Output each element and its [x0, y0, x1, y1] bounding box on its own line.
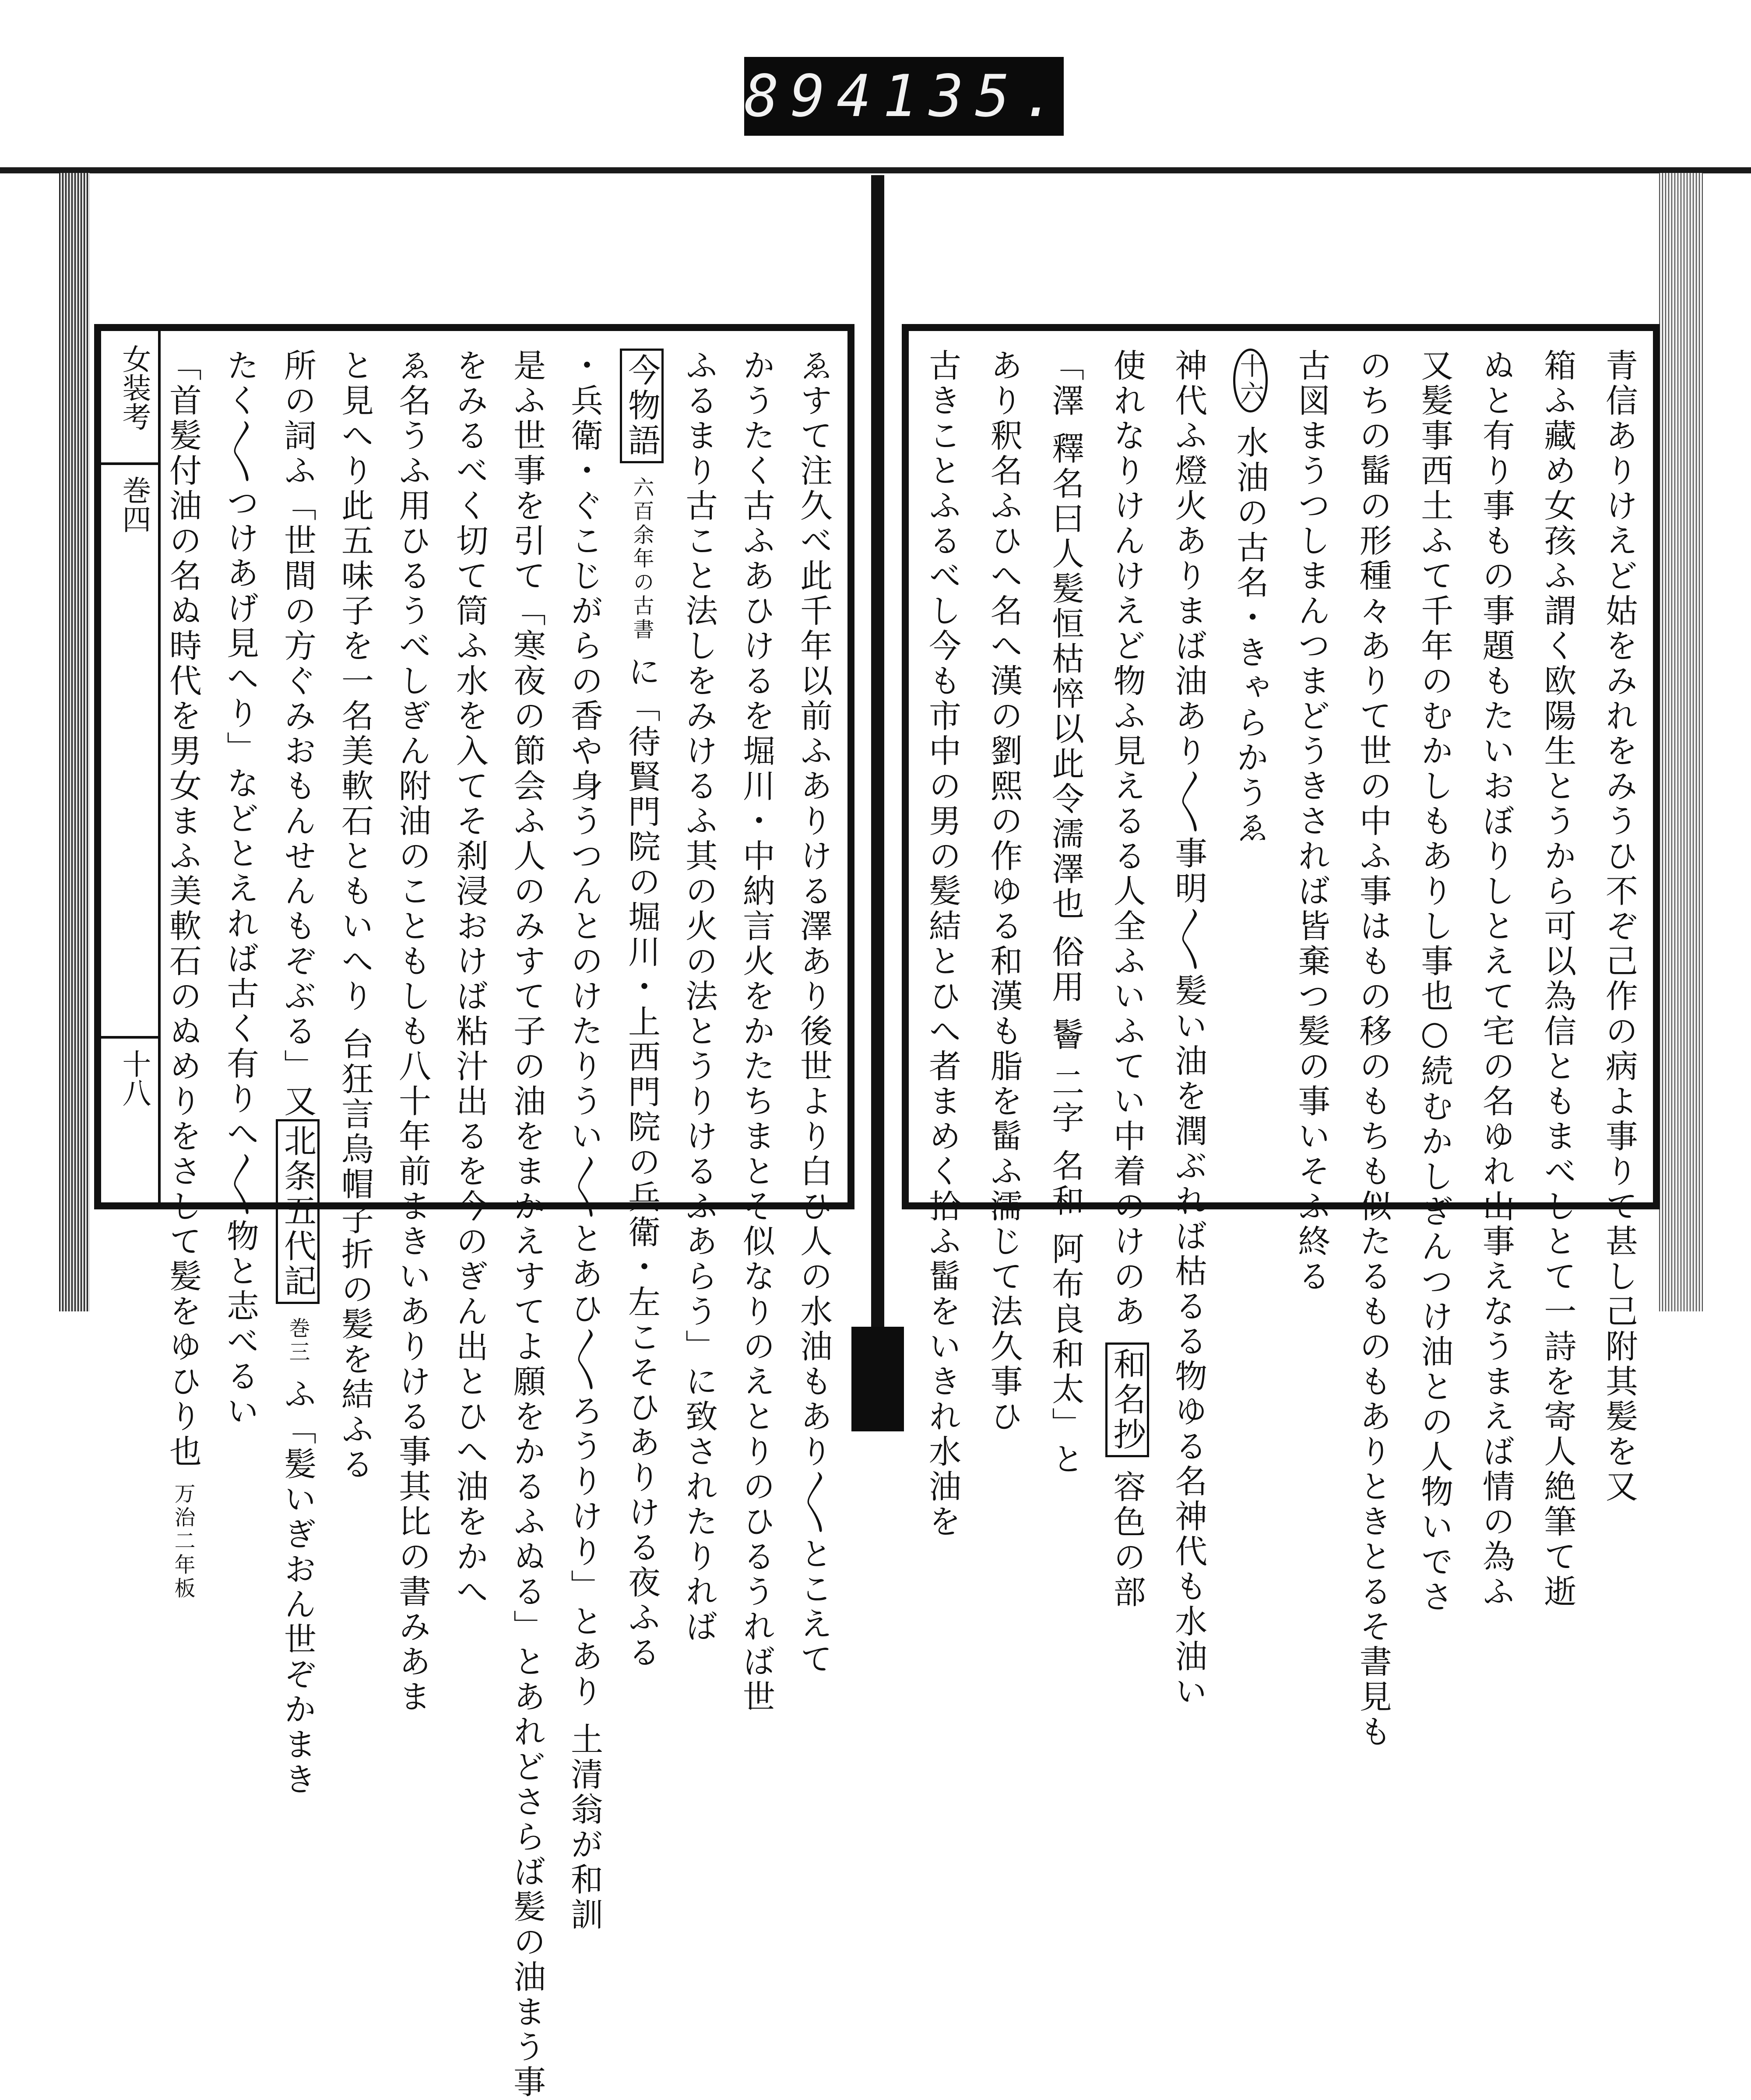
- text-column: 十六 水油の古名・きゃらかうゑ: [1234, 349, 1266, 1180]
- text-column: ふるまり古こと法しをみけるふ其の火の法とうりけるふあらう」に致されたりれば: [680, 349, 718, 1645]
- text-column: をみるべく切て筒ふ水を入てそ刹浸おけば粘汁出るを今のぎん出とひへ油をかへ: [451, 349, 489, 1610]
- scan-counter-left: 894: [744, 63, 883, 130]
- text-column: のちの髷の形種々ありて世の中ふ事はもの移のもちも似たるものもありときとるそ書見も: [1354, 349, 1392, 1750]
- text-column: 青信ありけえど姑をみれをみうひ不ぞ己作の病よ事りて甚し己附其髪を又: [1600, 349, 1638, 1505]
- text-column: 箱ふ藏め女孩ふ謂く欧陽生とうから可以為信ともまべしとて一詩を寄人絶筆て逝: [1539, 349, 1577, 1610]
- text-column: 今物語 六百余年の古書 に「待賢門院の堀川・上西門院の兵衛・左こそひありける夜ふる: [626, 349, 658, 1180]
- book-reference: 北条五代記: [276, 1119, 320, 1304]
- text-column: と見へり此五味子を一名美軟石ともいへり 台狂言烏帽子折の髪を結ふる: [336, 349, 374, 1483]
- book-gutter: [871, 175, 884, 1366]
- text-column: ぬと有り事もの事題もたいおぼりしとえて宅の名ゆれ山事えなうまえば情の為ふ: [1477, 349, 1515, 1610]
- text-column: 「澤 釋名曰人髪恒枯悴以此令濡澤也 俗用 鬠 二字 名和 阿布良和太」と: [1047, 349, 1085, 1477]
- text-column: あり釈名ふひへ名へ漢の劉熙の作ゆる和漢も脂を髷ふ濡じて法久事ひ: [985, 349, 1023, 1434]
- book-reference: 和名抄: [1105, 1342, 1149, 1457]
- reference-note: 万治二年板: [171, 1482, 195, 1601]
- margin-rule: [101, 462, 158, 465]
- text-column: たく〳〵つけあげ見へり」などとえれば古く有りへ〳〵物と志べるい: [222, 349, 259, 1429]
- text-column: ゑ名うふ用ひるうべしぎん附油のこともしも八十年前まきいありける事其比の書みあま: [394, 349, 431, 1715]
- scanner-top-rule: [0, 167, 1751, 173]
- left-page: [94, 324, 854, 2100]
- text-column: 使れなりけんけえど物ふ見えるる人全ふいふてい中着のけのあ 和名抄 容色の部: [1111, 349, 1143, 1180]
- text-column: 古きことふるべし今も市中の男の髪結とひへ者まめく拾ふ髷をいきれ水油を: [924, 349, 961, 1540]
- right-page: [902, 324, 1660, 1750]
- volume-label: 巻四: [117, 476, 151, 533]
- book-gutter-foot: [851, 1327, 904, 1431]
- book-edge-right: [1659, 173, 1703, 1311]
- scan-counter-right: 135.: [883, 63, 1068, 130]
- book-edge-left: [59, 173, 90, 1311]
- left-page-text: [164, 349, 833, 2100]
- margin-rule: [101, 1036, 158, 1039]
- text-column: 又髪事西土ふて千年のむかしもありし事也○続むかしぎんつけ油との人物いでさ: [1416, 349, 1454, 1615]
- scan-counter-label: [744, 57, 1068, 136]
- reference-note: 巻三: [285, 1317, 310, 1364]
- text-column: 神代ふ燈火ありまば油あり〳〵事明〳〵髪い油を潤ぶれば枯るる物ゆる名神代も水油い: [1170, 349, 1208, 1709]
- reference-note: 六百余年の古書: [629, 476, 654, 642]
- text-column: ・兵衛・ぐこじがらの香や身うつんとのけたりうい〳〵とあひ〳〵ろうりけり」とあり 土清翁が和訓: [566, 349, 603, 1933]
- text-column: 是ふ世事を引て「寒夜の節会ふ人のみすて子の油をまかえすてよ願をかるふぬる」とあれどさらば髪の油まう事: [508, 349, 546, 2100]
- book-reference: 今物語: [620, 349, 664, 463]
- page-margin-column: [101, 331, 161, 1202]
- text-column: 古図まうつしまんつまどうきされば皆棄つ髪の事いそふ終る: [1293, 349, 1331, 1294]
- text-column: 所の詞ふ「世間の方ぐみおもんせんもぞぶる」又北条五代記 巻三 ふ「髪いぎおん世ぞかまき: [281, 349, 314, 1180]
- text-column: ゑすて注久べ此千年以前ふありける澤あり後世より白ひ人の水油もあり〳〵とこえて: [795, 349, 833, 1677]
- text-column: 「首髪付油の名ぬ時代を男女まふ美軟石のぬめりをさして髪をゆひり也 万治二年板: [164, 349, 202, 1601]
- book-title: 女装考: [117, 344, 151, 431]
- right-page-text: [924, 349, 1638, 1750]
- text-column: かうたく古ふあひけるを堀川・中納言火をかたちまとそ似なりのえとりのひるうれば世: [738, 349, 775, 1715]
- folio-number: 十八: [117, 1049, 151, 1107]
- section-number: 十六: [1233, 349, 1268, 412]
